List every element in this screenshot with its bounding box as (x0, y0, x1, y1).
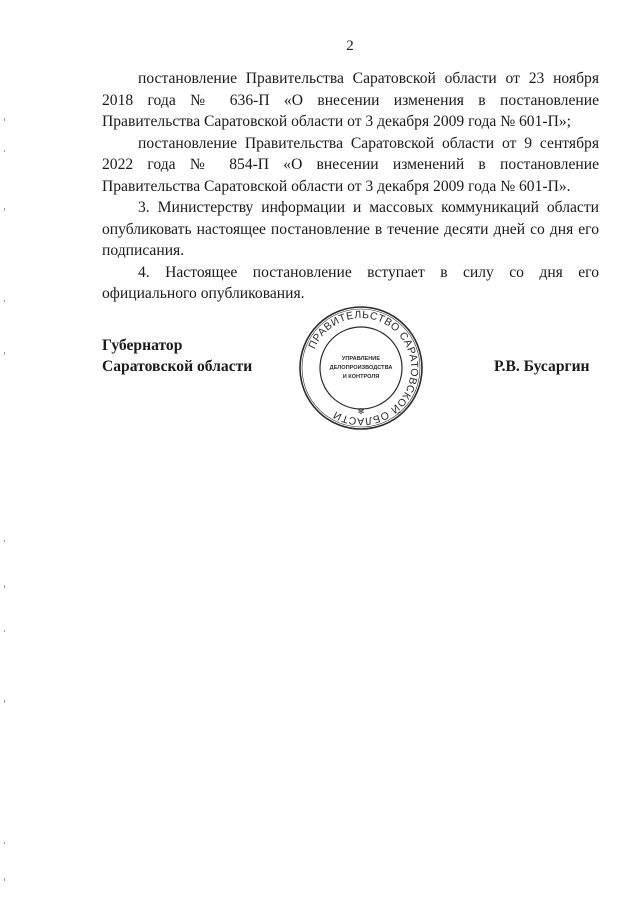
stamp-inner-line2: ДЕЛОПРОИЗВОДСТВА (329, 365, 393, 371)
stamp-inner-line1: УПРАВЛЕНИЕ (341, 356, 381, 362)
signatory-name: Р.В. Бусаргин (494, 358, 590, 375)
document-body (102, 68, 599, 305)
signatory-title-line1: Губернатор (102, 337, 183, 354)
stamp-star-icon: ✻ (357, 407, 365, 416)
signatory-title (102, 335, 252, 377)
stamp-outer-text: ПРАВИТЕЛЬСТВО САРАТОВСКОЙ ОБЛАСТИ (306, 308, 421, 428)
official-stamp (298, 305, 424, 431)
paragraph-decree-854: постановление Правительства Саратовской области от 9 сентября 2022 года № 854-П «О внесении изменений в постановление Правительства Саратовской области от 3 декабря 2009 года № 601-П». (102, 134, 599, 195)
paragraph-publication: 3. Министерству информации и массовых коммуникаций области опубликовать настоящее постановление в течение десяти дней со дня его подписания. (102, 199, 599, 259)
paragraph-decree-636: постановление Правительства Саратовской области от 23 ноября 2018 года № 636-П «О внесении изменения в постановление Правительства Саратовской области от 3 декабря 2009 года № 601-П»; (102, 70, 599, 130)
paragraph-effective-date: 4. Настоящее постановление вступает в силу со дня его официального опубликования. (102, 263, 599, 302)
page-number: 2 (346, 38, 354, 54)
signatory-title-line2: Саратовской области (102, 358, 253, 375)
stamp-inner-line3: И КОНТРОЛЯ (342, 374, 380, 380)
scan-margin-marks (3, 0, 7, 905)
